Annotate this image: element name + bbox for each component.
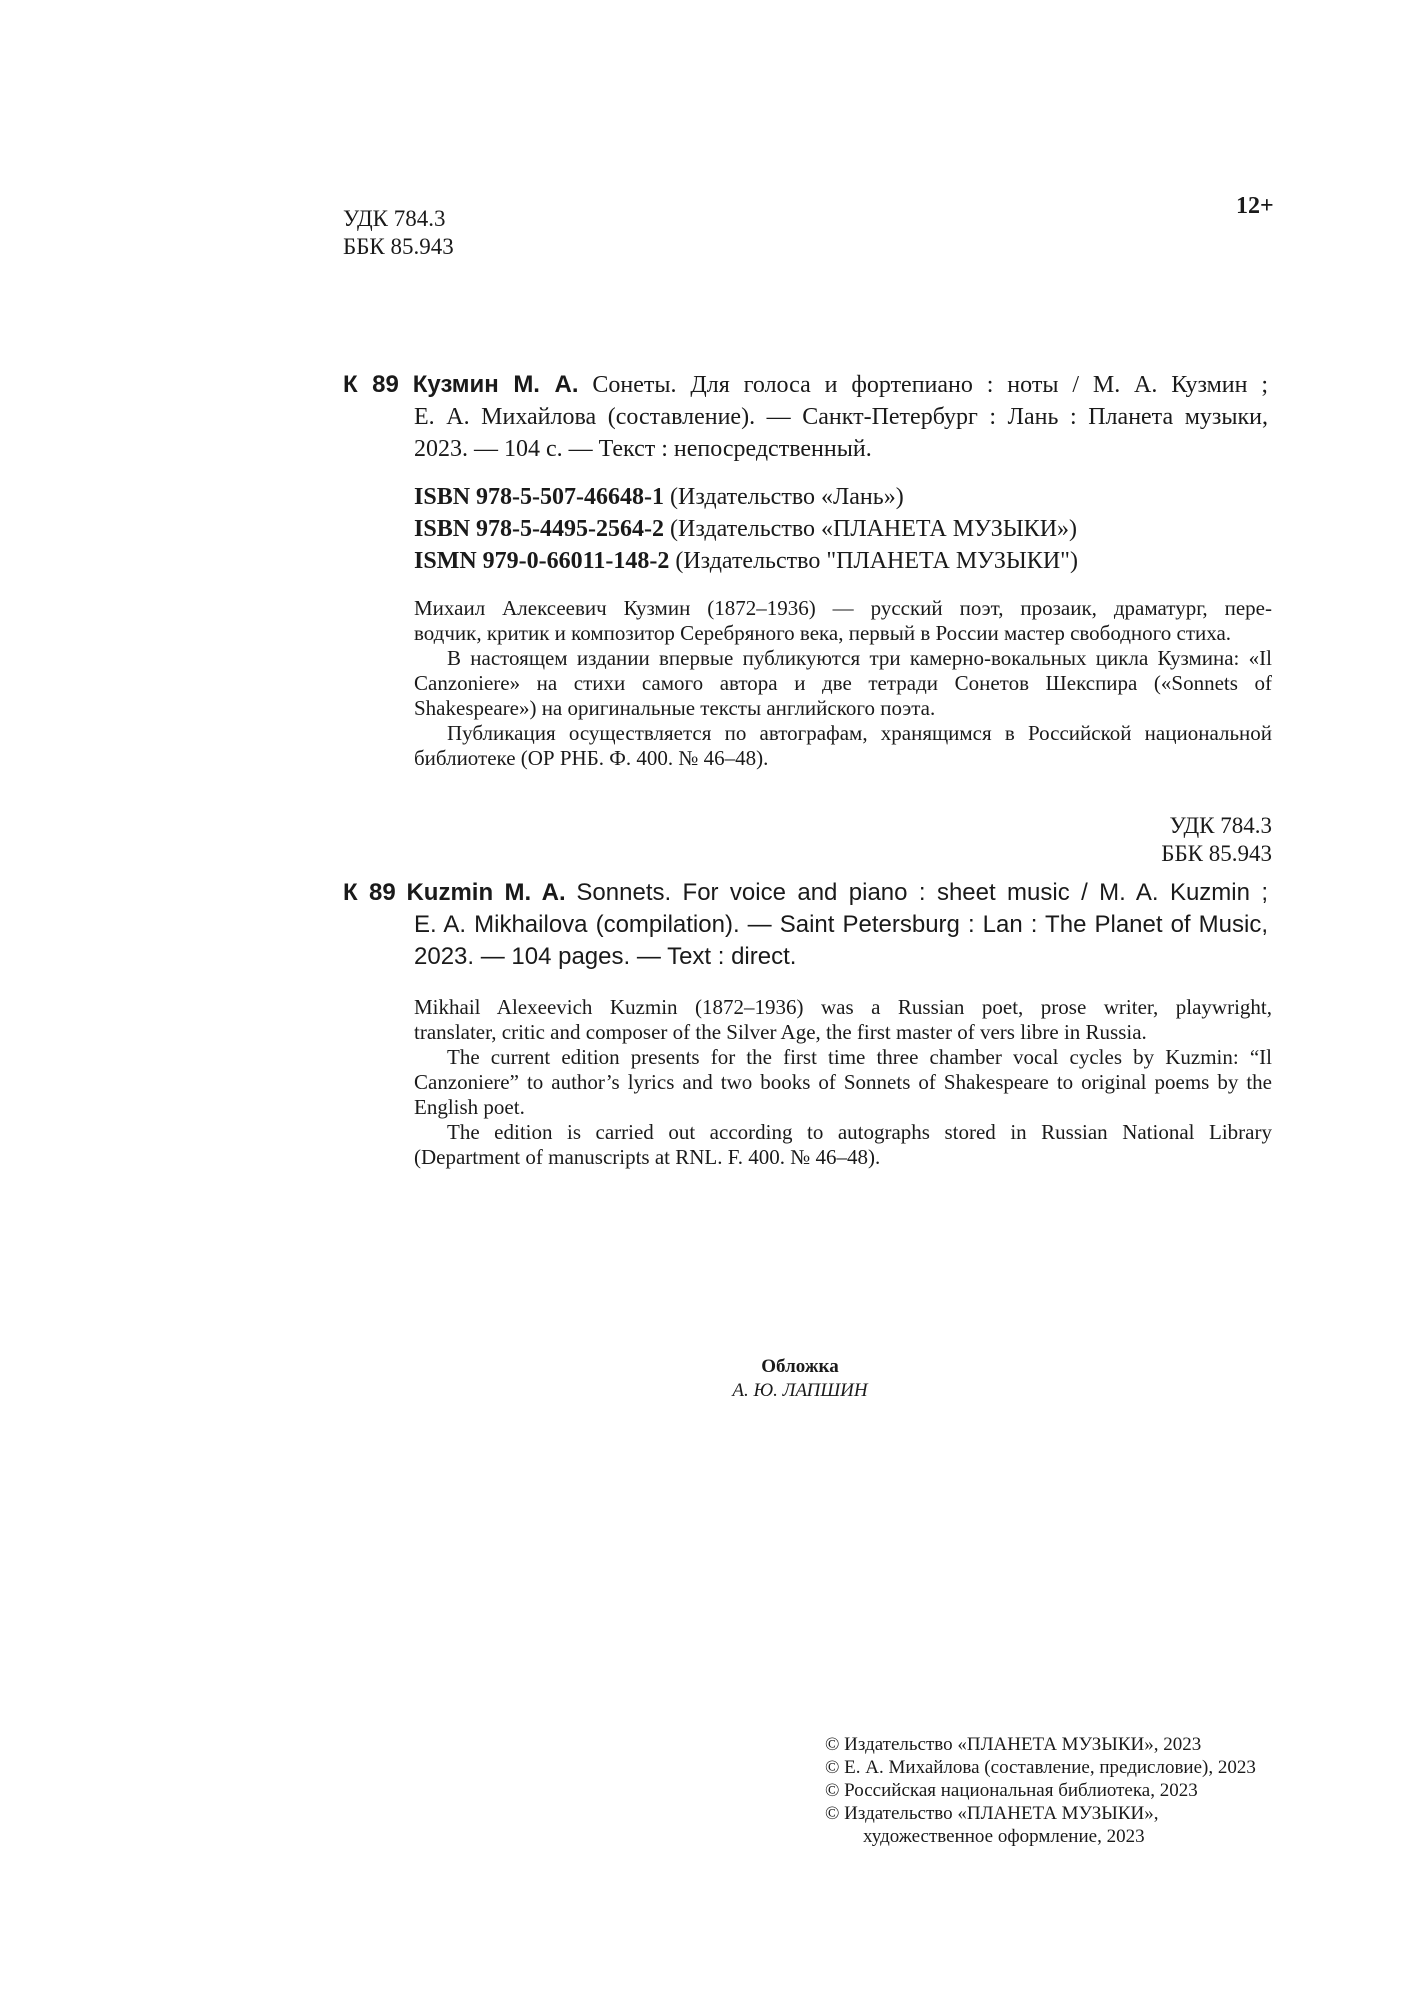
isbn-code: ISBN 978-5-507-46648-1: [414, 484, 664, 510]
isbn-code: ISBN 978-5-4495-2564-2: [414, 516, 664, 542]
copyright-line-continued: художественное оформление, 2023: [863, 1826, 1145, 1847]
ru-catalog-index: К 89: [343, 371, 399, 398]
en-annotation: [414, 995, 1272, 1170]
annotation-line: (Department of manuscripts at RNL. F. 400. № 46–48).: [414, 1145, 881, 1169]
en-catalog-entry: [343, 877, 1268, 973]
annotation-line: В настоящем издании впервые публикуются три камерно-вокальных цикла Кузмина: «Il: [447, 646, 1272, 670]
ismn-code: ISMN 979-0-66011-148-2: [414, 548, 670, 574]
isbn-publisher: (Издательство «Лань»): [670, 484, 904, 510]
en-entry-line3: 2023. — 104 pages. — Text : direct.: [414, 943, 797, 970]
cover-designer: А. Ю. ЛАПШИН: [732, 1380, 868, 1401]
udk-code: УДК 784.3: [343, 206, 446, 231]
mid-classification: [1000, 812, 1272, 868]
copyright-line: © Е. А. Михайлова (составление, предисловие), 2023: [825, 1757, 1256, 1778]
en-entry-author: Kuzmin M. A.: [406, 879, 566, 906]
annotation-line: Canzoniere» на стихи самого автора и две тетради Сонетов Шекспира («Sonnets of: [414, 671, 1272, 695]
top-classification: [343, 205, 643, 261]
udk-code: УДК 784.3: [1169, 813, 1272, 838]
isbn-list: [414, 481, 1274, 577]
annotation-line: Canzoniere” to author’s lyrics and two books of Sonnets of Shakespeare to original poems by the: [414, 1070, 1272, 1094]
annotation-line: Mikhail Alexeevich Kuzmin (1872–1936) was a Russian poet, prose writer, playwright,: [414, 995, 1272, 1019]
cover-label: Обложка: [761, 1356, 839, 1377]
en-catalog-index: К 89: [343, 879, 396, 906]
annotation-line: Публикация осуществляется по автографам, хранящимся в Российской национальной: [447, 721, 1272, 745]
isbn-item: [414, 513, 1274, 545]
ru-entry-author: Кузмин М. А.: [412, 371, 579, 398]
bbk-code: ББК 85.943: [1161, 841, 1272, 866]
isbn-item: [414, 481, 1274, 513]
copyright-line: © Издательство «ПЛАНЕТА МУЗЫКИ», 2023: [825, 1734, 1202, 1755]
ru-entry-line2: Е. А. Михайлова (составление). — Санкт-Петербург : Лань : Планета музыки,: [414, 404, 1268, 430]
annotation-line: Shakespeare») на оригинальные тексты английского поэта.: [414, 696, 936, 720]
copyright-line: © Российская национальная библиотека, 2023: [825, 1780, 1198, 1801]
ismn-item: [414, 545, 1274, 577]
en-entry-line2: E. A. Mikhailova (compilation). — Saint Petersburg : Lan : The Planet of Music,: [414, 911, 1268, 938]
ru-entry-line3: 2023. — 104 с. — Текст : непосредственный.: [414, 436, 872, 462]
annotation-line: The edition is carried out according to autographs stored in Russian National Library: [447, 1120, 1272, 1144]
annotation-line: translater, critic and composer of the Silver Age, the first master of vers libre in Russia.: [414, 1020, 1147, 1044]
ru-annotation: [414, 596, 1272, 771]
annotation-line: Михаил Алексеевич Кузмин (1872–1936) — русский поэт, прозаик, драматург, пере-: [414, 596, 1272, 620]
copyright-block: [825, 1733, 1265, 1848]
isbn-publisher: (Издательство «ПЛАНЕТА МУЗЫКИ»): [670, 516, 1078, 542]
annotation-line: библиотеке (ОР РНБ. Ф. 400. № 46–48).: [414, 746, 769, 770]
annotation-line: The current edition presents for the first time three chamber vocal cycles by Kuzmin: “Il: [447, 1045, 1272, 1069]
annotation-line: English poet.: [414, 1095, 525, 1119]
cover-credit: [600, 1355, 1000, 1403]
en-entry-line1: Sonnets. For voice and piano : sheet music / M. A. Kuzmin ;: [576, 879, 1269, 906]
copyright-line: © Издательство «ПЛАНЕТА МУЗЫКИ»,: [825, 1803, 1159, 1824]
annotation-line: водчик, критик и композитор Серебряного века, первый в России мастер свободного стиха.: [414, 621, 1232, 645]
isbn-publisher: (Издательство "ПЛАНЕТА МУЗЫКИ"): [675, 548, 1078, 574]
age-rating-badge: 12+: [1236, 193, 1274, 219]
ru-catalog-entry: [343, 369, 1268, 465]
ru-entry-line1: Сонеты. Для голоса и фортепиано : ноты / М. А. Кузмин ;: [592, 372, 1269, 398]
bbk-code: ББК 85.943: [343, 234, 454, 259]
